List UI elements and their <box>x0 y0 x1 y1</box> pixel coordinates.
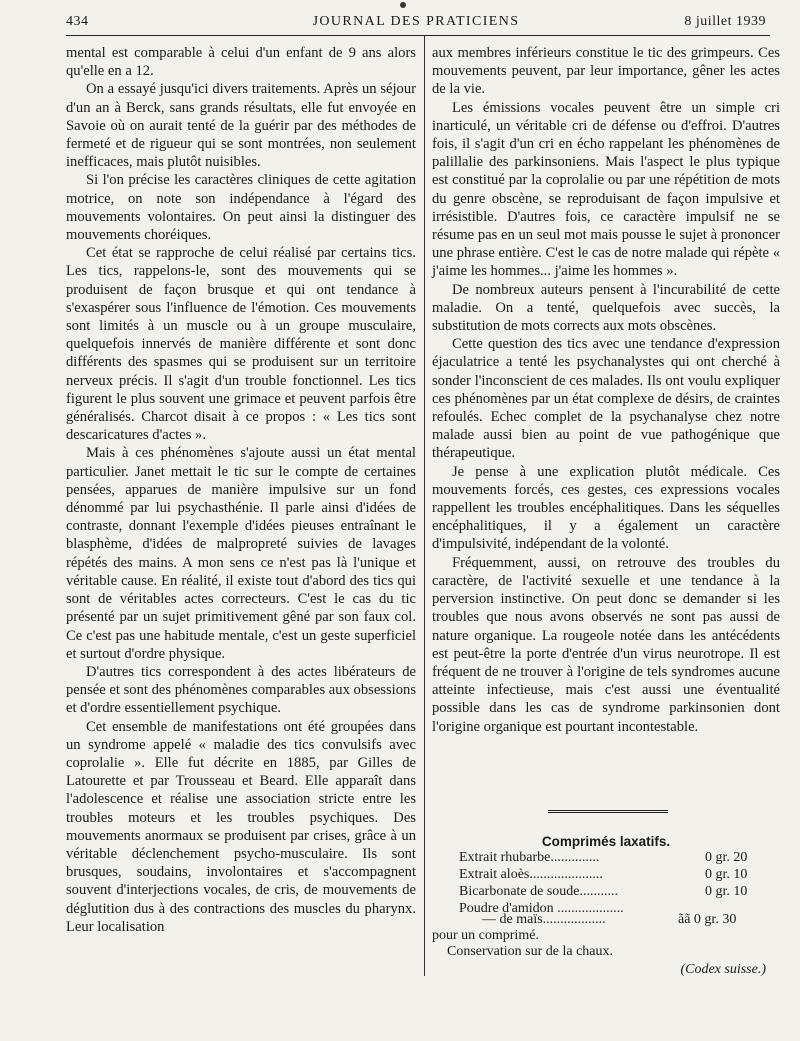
recipe-item-name: Extrait rhubarbe.............. <box>459 850 600 865</box>
paragraph: Cet état se rapproche de celui réalisé par certains tics. Les tics, rappelons-le, sont des mouvements qui se produisent de façon brusque et qui ont tendance à s'exaspérer sous l'influence de l'émotion. Ces mouvements sont limités à un muscle ou à un groupe musculaire, quelquefois innervés de manière différente et sont donc différents des spasmes qui se produisent sur un territoire nerveux précis. Il s'agit d'un trouble fonctionnel. Les tics figurent le plus souvent une grimace et peuvent parfois être généralisés. Charcot disait à ce propos : « Les tics sont descaricatures d'actes ». <box>66 245 416 444</box>
paragraph: On a essayé jusqu'ici divers traitements. Après un séjour d'un an à Berck, sans grands résultats, elle fut envoyée en Savoie où on aurait tenté de la guérir par des méthodes de fermeté et de rigueur qui se sont montrées, non seulement inefficaces, mais plutôt nuisibles. <box>66 81 416 171</box>
recipe-item-name: Extrait aloès..................... <box>459 867 603 882</box>
paragraph: Les émissions vocales peuvent être un simple cri inarticulé, un véritable cri de défense ou d'effroi. D'autres fois, il s'agit d'un cri en écho rappelant les phénomènes de palillalie des parkinsoniens. Mais l'aspect le plus typique est constitué par la coprolalie ou par une répétition de mots du genre obscène, se reproduisant de façon impulsive et irrésistible. D'autres fois, ce caractère impulsif ne se résume pas en un seul mot mais pousse le sujet à prononcer une phrase entière. C'est le cas de notre malade qui répète « j'aime les hommes... j'aime les hommes ». <box>432 99 780 280</box>
column-divider <box>424 36 425 976</box>
paragraph: mental est comparable à celui d'un enfant de 9 ans alors qu'elle en a 12. <box>66 45 416 80</box>
paragraph: Je pense à une explication plutôt médicale. Ces mouvements forcés, ces gestes, ces expressions vocales rappellent les troubles encéphalitiques. Dans les séquelles encéphalitiques, il y a également un caractère d'impulsivité, indépendant de la volonté. <box>432 463 780 553</box>
journal-title: JOURNAL DES PRATICIENS <box>312 14 520 29</box>
recipe-title: Comprimés laxatifs. <box>541 834 671 849</box>
header-rule <box>66 35 770 36</box>
paragraph: Fréquemment, aussi, on retrouve des troubles du caractère, de l'activité sexuelle et une tendance à la perversion instinctive. On peut donc se demander si les troubles que nous avons observés ne sont pas aussi de nature organique. La rougeole notée dans les antécédents est peut-être la porte d'entrée d'un virus neurotrope. Il est fréquent de ne trouver à l'origine de tels syndromes aucune atteinte infectieuse, mais c'est aussi une éventualité possible dans les cas de syndrome parkinsonien dont l'origine organique est pourtant incontestable. <box>432 554 780 735</box>
recipe-item-name: Poudre d'amidon ................... <box>459 901 624 916</box>
section-separator <box>548 810 668 813</box>
paragraph: De nombreux auteurs pensent à l'incurabilité de cette maladie. On a tenté, quelquefois avec succès, la substitution de mots corrects aux mots obscènes. <box>432 281 780 335</box>
right-column <box>432 44 780 736</box>
page-number: 434 <box>66 14 89 29</box>
left-column <box>66 44 416 936</box>
recipe-source: (Codex suisse.) <box>680 962 766 977</box>
recipe-item-name: Bicarbonate de soude........... <box>459 884 619 899</box>
recipe-item-qty: 0 gr. 20 <box>705 850 748 865</box>
recipe-item-name: — de maïs.................. <box>482 912 606 927</box>
recipe-per-unit: pour un comprimé. <box>432 928 539 943</box>
paragraph: Cette question des tics avec une tendance d'expression éjaculatrice a tenté les psychanalystes qui ont cherché à sonder l'inconscient de ces malades. Ils ont voulu expliquer ces phénomènes par un état complexe de désirs, de craintes refoulés. Echec complet de la psychanalyse chez notre malade aussi bien au point de vue pathogénique que thérapeutique. <box>432 336 780 462</box>
paragraph: Mais à ces phénomènes s'ajoute aussi un état mental particulier. Janet mettait le tic sur le compte de certaines pensées, apparues de manière impulsive sur un fond dénommé par lui psychasthénie. Il parle ainsi d'idées de contraste, donnant l'exemple d'idées pieuses entraînant le blasphème, d'idées de malpropreté suivies de lavages répétés des mains. A mon sens ce n'est pas là l'unique et véritable cause. En réalité, il existe tout d'abord des tics qui sont de véritables actes correcteurs. C'est le cas du tic présenté par un sujet primitivement gêné par son faux col. Ce c'est pas une habitude mentale, c'est un geste superficiel et surtout d'ordre physique. <box>66 445 416 662</box>
page-header <box>66 14 766 36</box>
paragraph: Cet ensemble de manifestations ont été groupées dans un syndrome appelé « maladie des tics convulsifs avec coprolalie ». Elle fut décrite en 1885, par Gilles de Latourette et par Trousseau et Beard. Elle apparaît dans l'adolescence et réalise une association stricte entre les troubles moteurs et les troubles psychiques. Des mouvements anormaux se produisent par crises, grâce à un véritable déclenchement psycho-musculaire. Ils sont brusques, soudains, involontaires et s'accompagnent souvent d'interjections vocales, de cris, de mouvements de déglutition dus à des contractions des muscles du pharynx. Leur localisation <box>66 718 416 935</box>
recipe-storage: Conservation sur de la chaux. <box>447 944 614 959</box>
recipe-item-qty: 0 gr. 10 <box>705 884 748 899</box>
paragraph: aux membres inférieurs constitue le tic des grimpeurs. Ces mouvements peuvent, par leur importance, gêner les actes de la vie. <box>432 45 780 98</box>
recipe-item-qty: 0 gr. 10 <box>705 867 748 882</box>
paragraph: Si l'on précise les caractères cliniques de cette agitation motrice, on note son indépendance à l'égard des mouvements volontaires. On peut ainsi la distinguer des mouvements choréiques. <box>66 172 416 244</box>
recipe-item-qty: ãã 0 gr. 30 <box>678 912 737 927</box>
print-mark <box>400 2 406 8</box>
issue-date: 8 juillet 1939 <box>684 14 766 29</box>
paragraph: D'autres tics correspondent à des actes libérateurs de pensée et sont des phénomènes comparables aux obsessions et d'ordre essentiellement psychique. <box>66 663 416 717</box>
